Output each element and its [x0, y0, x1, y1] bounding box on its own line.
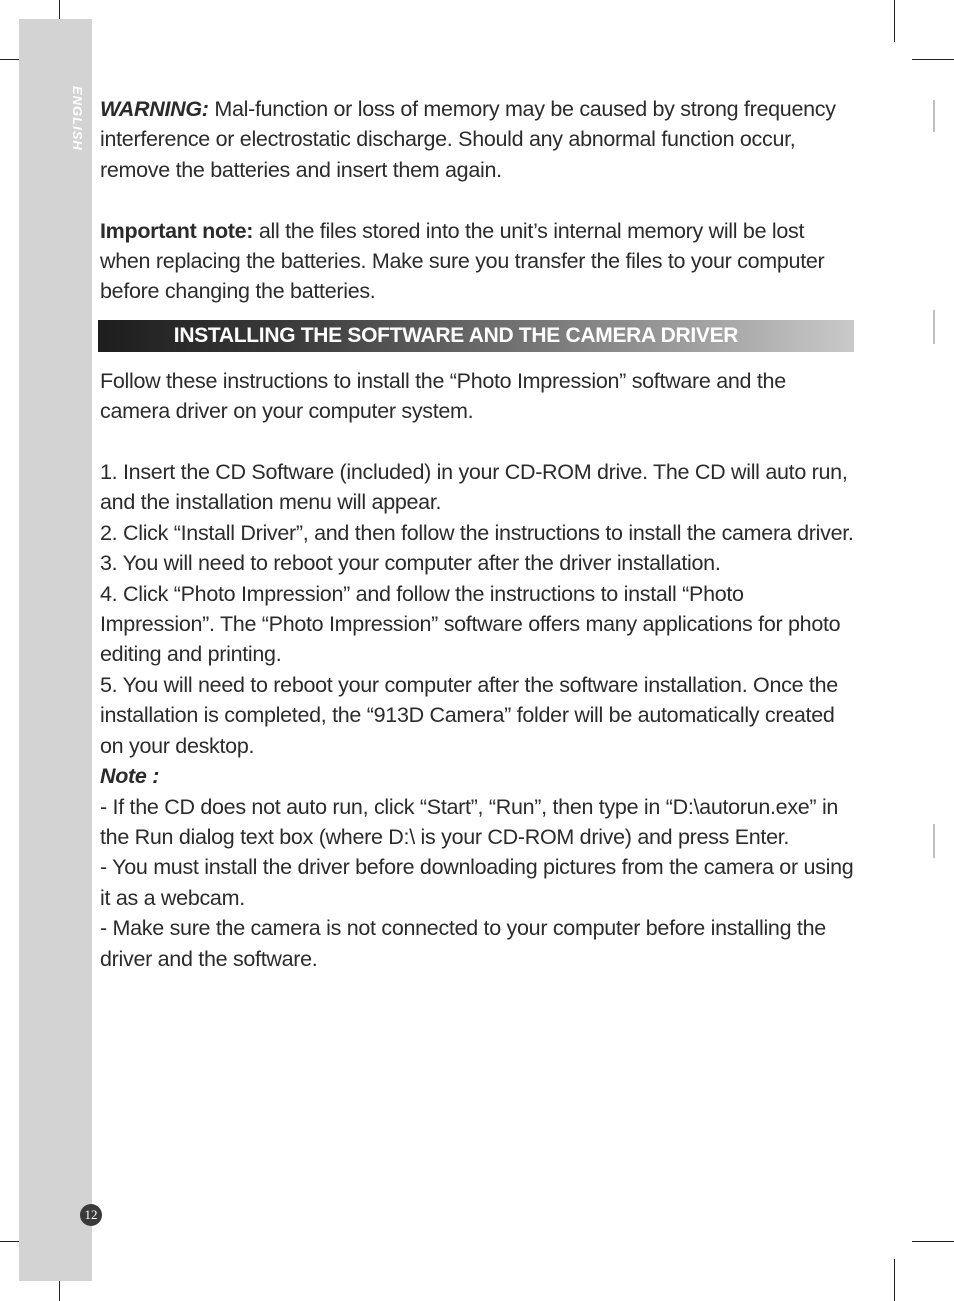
note-label: Note :	[100, 764, 160, 789]
step-item: 2. Click “Install Driver”, and then follow the instructions to install the camera driver.	[100, 520, 854, 545]
note-item: - Make sure the camera is not connected to your computer before installing the driver and the software.	[100, 916, 826, 971]
warning-paragraph	[100, 94, 860, 185]
step-item: 1. Insert the CD Software (included) in your CD-ROM drive. The CD will auto run, and the installation menu will appear.	[100, 460, 848, 515]
registration-mark	[933, 100, 935, 132]
page-number: 12	[80, 1204, 102, 1226]
registration-mark	[933, 824, 935, 858]
step-item: 4. Click “Photo Impression” and follow the instructions to install “Photo Impression”. The “Photo Impression” software offers many applications for photo editing and printing.	[100, 581, 841, 667]
page-content	[100, 94, 860, 974]
crop-mark	[912, 1241, 954, 1242]
warning-text: Mal-function or loss of memory may be caused by strong frequency interference or electrostatic discharge. Should any abnormal function occur, remove the batteries and insert them again.	[100, 97, 836, 182]
side-strip	[19, 19, 92, 1281]
warning-label: WARNING:	[100, 97, 209, 121]
crop-mark	[912, 59, 954, 60]
important-note-paragraph	[100, 216, 860, 307]
important-note-text: all the files stored into the unit’s internal memory will be lost when replacing the batteries. Make sure you transfer the files to your computer before changing the batteries.	[100, 218, 825, 304]
step-item: 3. You will need to reboot your computer after the driver installation.	[100, 551, 721, 576]
step-item: 5. You will need to reboot your computer after the software installation. Once the installation is completed, the “913D Camera” folder will be automatically created on your desktop.	[100, 672, 838, 758]
registration-mark	[933, 310, 935, 344]
intro-paragraph: Follow these instructions to install the “Photo Impression” software and the camera driver on your computer system.	[100, 368, 786, 424]
crop-mark	[894, 0, 895, 42]
language-label: ENGLISH	[70, 86, 85, 151]
section-heading: INSTALLING THE SOFTWARE AND THE CAMERA DRIVER	[98, 320, 854, 352]
note-item: - If the CD does not auto run, click “Start”, “Run”, then type in “D:\autorun.exe” in the Run dialog text box (where D:\ is your CD-ROM drive) and press Enter.	[100, 794, 839, 849]
important-note-label: Important note:	[100, 218, 254, 243]
note-item: - You must install the driver before downloading pictures from the camera or using it as a webcam.	[100, 855, 854, 910]
crop-mark	[894, 1259, 895, 1301]
